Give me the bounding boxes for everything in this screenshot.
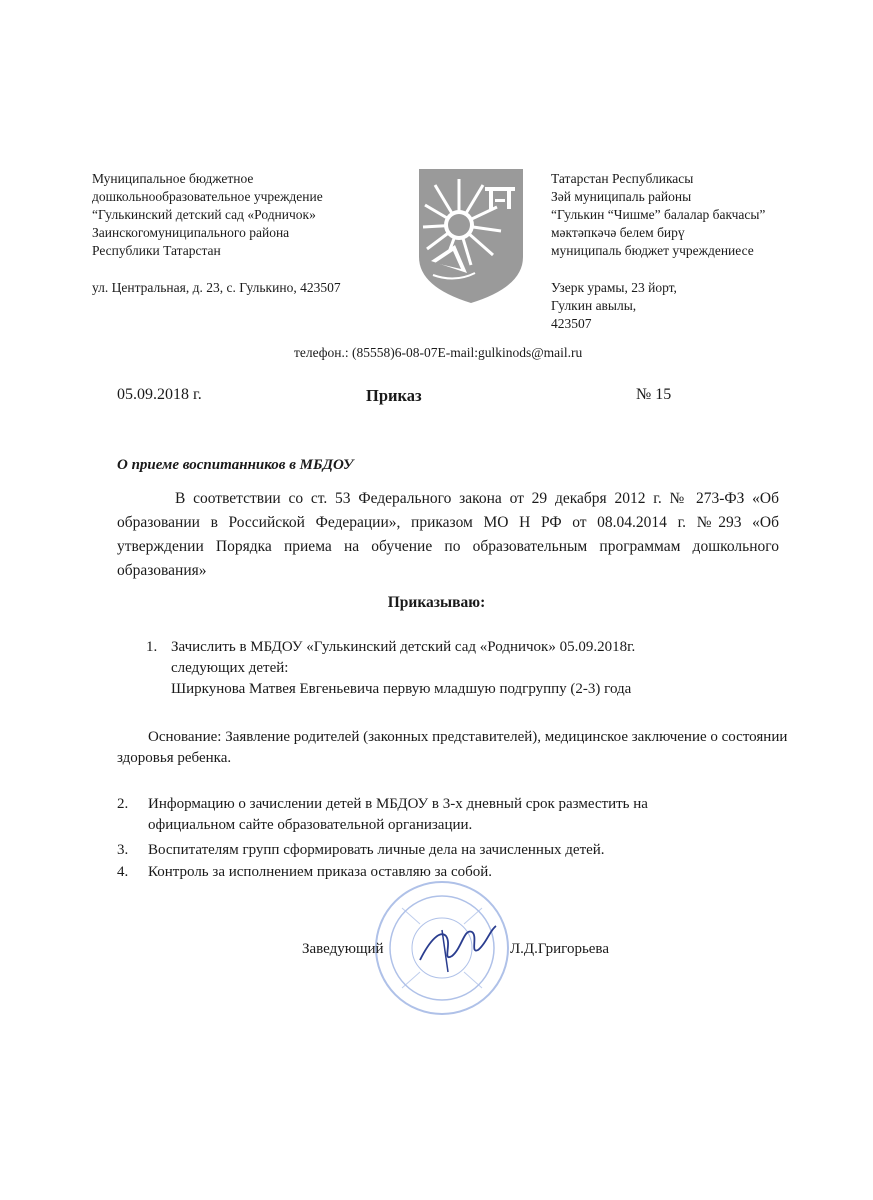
header-line: Татарстан Республикасы	[551, 171, 694, 186]
header-line: Республики Татарстан	[92, 243, 221, 258]
header-line: мәктәпкәчә белем бирү	[551, 225, 685, 240]
enrollment-text: Зачислить в МБДОУ «Гулькинский детский сад «Родничок» 05.09.2018г.	[171, 639, 636, 655]
address-tt	[551, 279, 677, 333]
enrollment-subtext: следующих детей:	[171, 660, 289, 676]
list-item-text: Информацию о зачислении детей в МБДОУ в 3-х дневный срок разместить на	[148, 796, 648, 812]
signer-position: Заведующий	[302, 941, 384, 957]
header-line: “Гулькинский детский сад «Родничок»	[92, 207, 316, 222]
institution-name-ru	[92, 170, 323, 260]
header-line: дошкольнообразовательное учреждение	[92, 189, 323, 204]
list-number: 1.	[146, 639, 158, 655]
list-item-text: Воспитателям групп сформировать личные дела на зачисленных детей.	[148, 842, 605, 858]
header-line: “Гулькин “Чишме” балалар бакчасы”	[551, 207, 766, 222]
order-subject: О приеме воспитанников в МБДОУ	[117, 457, 354, 473]
header-line: Заинскогомуниципального района	[92, 225, 290, 240]
address-line: Узерк урамы, 23 йорт,	[551, 280, 677, 295]
address-line: 423507	[551, 316, 592, 331]
institution-name-tt	[551, 170, 765, 260]
coat-of-arms-emblem	[415, 165, 527, 307]
order-number: № 15	[636, 386, 672, 403]
handwritten-signature	[412, 910, 502, 980]
header-line: Муниципальное бюджетное	[92, 171, 254, 186]
list-item-text: официальном сайте образовательной организации.	[148, 817, 473, 833]
list-number: 4.	[117, 864, 129, 880]
preamble-paragraph: В соответствии со ст. 53 Федерального закона от 29 декабря 2012 г. № 273-ФЗ «Об образовании в Российской Федерации», приказом МО Н РФ от 08.04.2014 г. №293 «Об утверждении Порядка приема на обучение по образовательным программам дошкольного образования»	[117, 490, 779, 579]
list-number: 3.	[117, 842, 129, 858]
basis-paragraph: Основание: Заявление родителей (законных представителей), медицинское заключение о состоянии здоровья ребенка.	[117, 729, 788, 766]
contact-line: телефон.: (85558)6-08-07E-mail:gulkinods@mail.ru	[294, 345, 583, 360]
header-line: муниципаль бюджет учреждениесе	[551, 243, 754, 258]
signer-name: Л.Д.Григорьева	[510, 941, 609, 957]
order-title: Приказ	[366, 386, 422, 405]
order-date: 05.09.2018 г.	[117, 386, 202, 403]
address-line: Гулкин авылы,	[551, 298, 637, 313]
header-line: Зәй муниципаль районы	[551, 189, 692, 204]
decree-heading: Приказываю:	[387, 594, 486, 611]
child-entry: Ширкунова Матвея Евгеньевича первую младшую подгруппу (2-3) года	[171, 681, 632, 697]
address-ru: ул. Центральная, д. 23, с. Гулькино, 423507	[92, 280, 341, 295]
list-number: 2.	[117, 796, 129, 812]
list-item-text: Контроль за исполнением приказа оставляю за собой.	[148, 864, 493, 880]
